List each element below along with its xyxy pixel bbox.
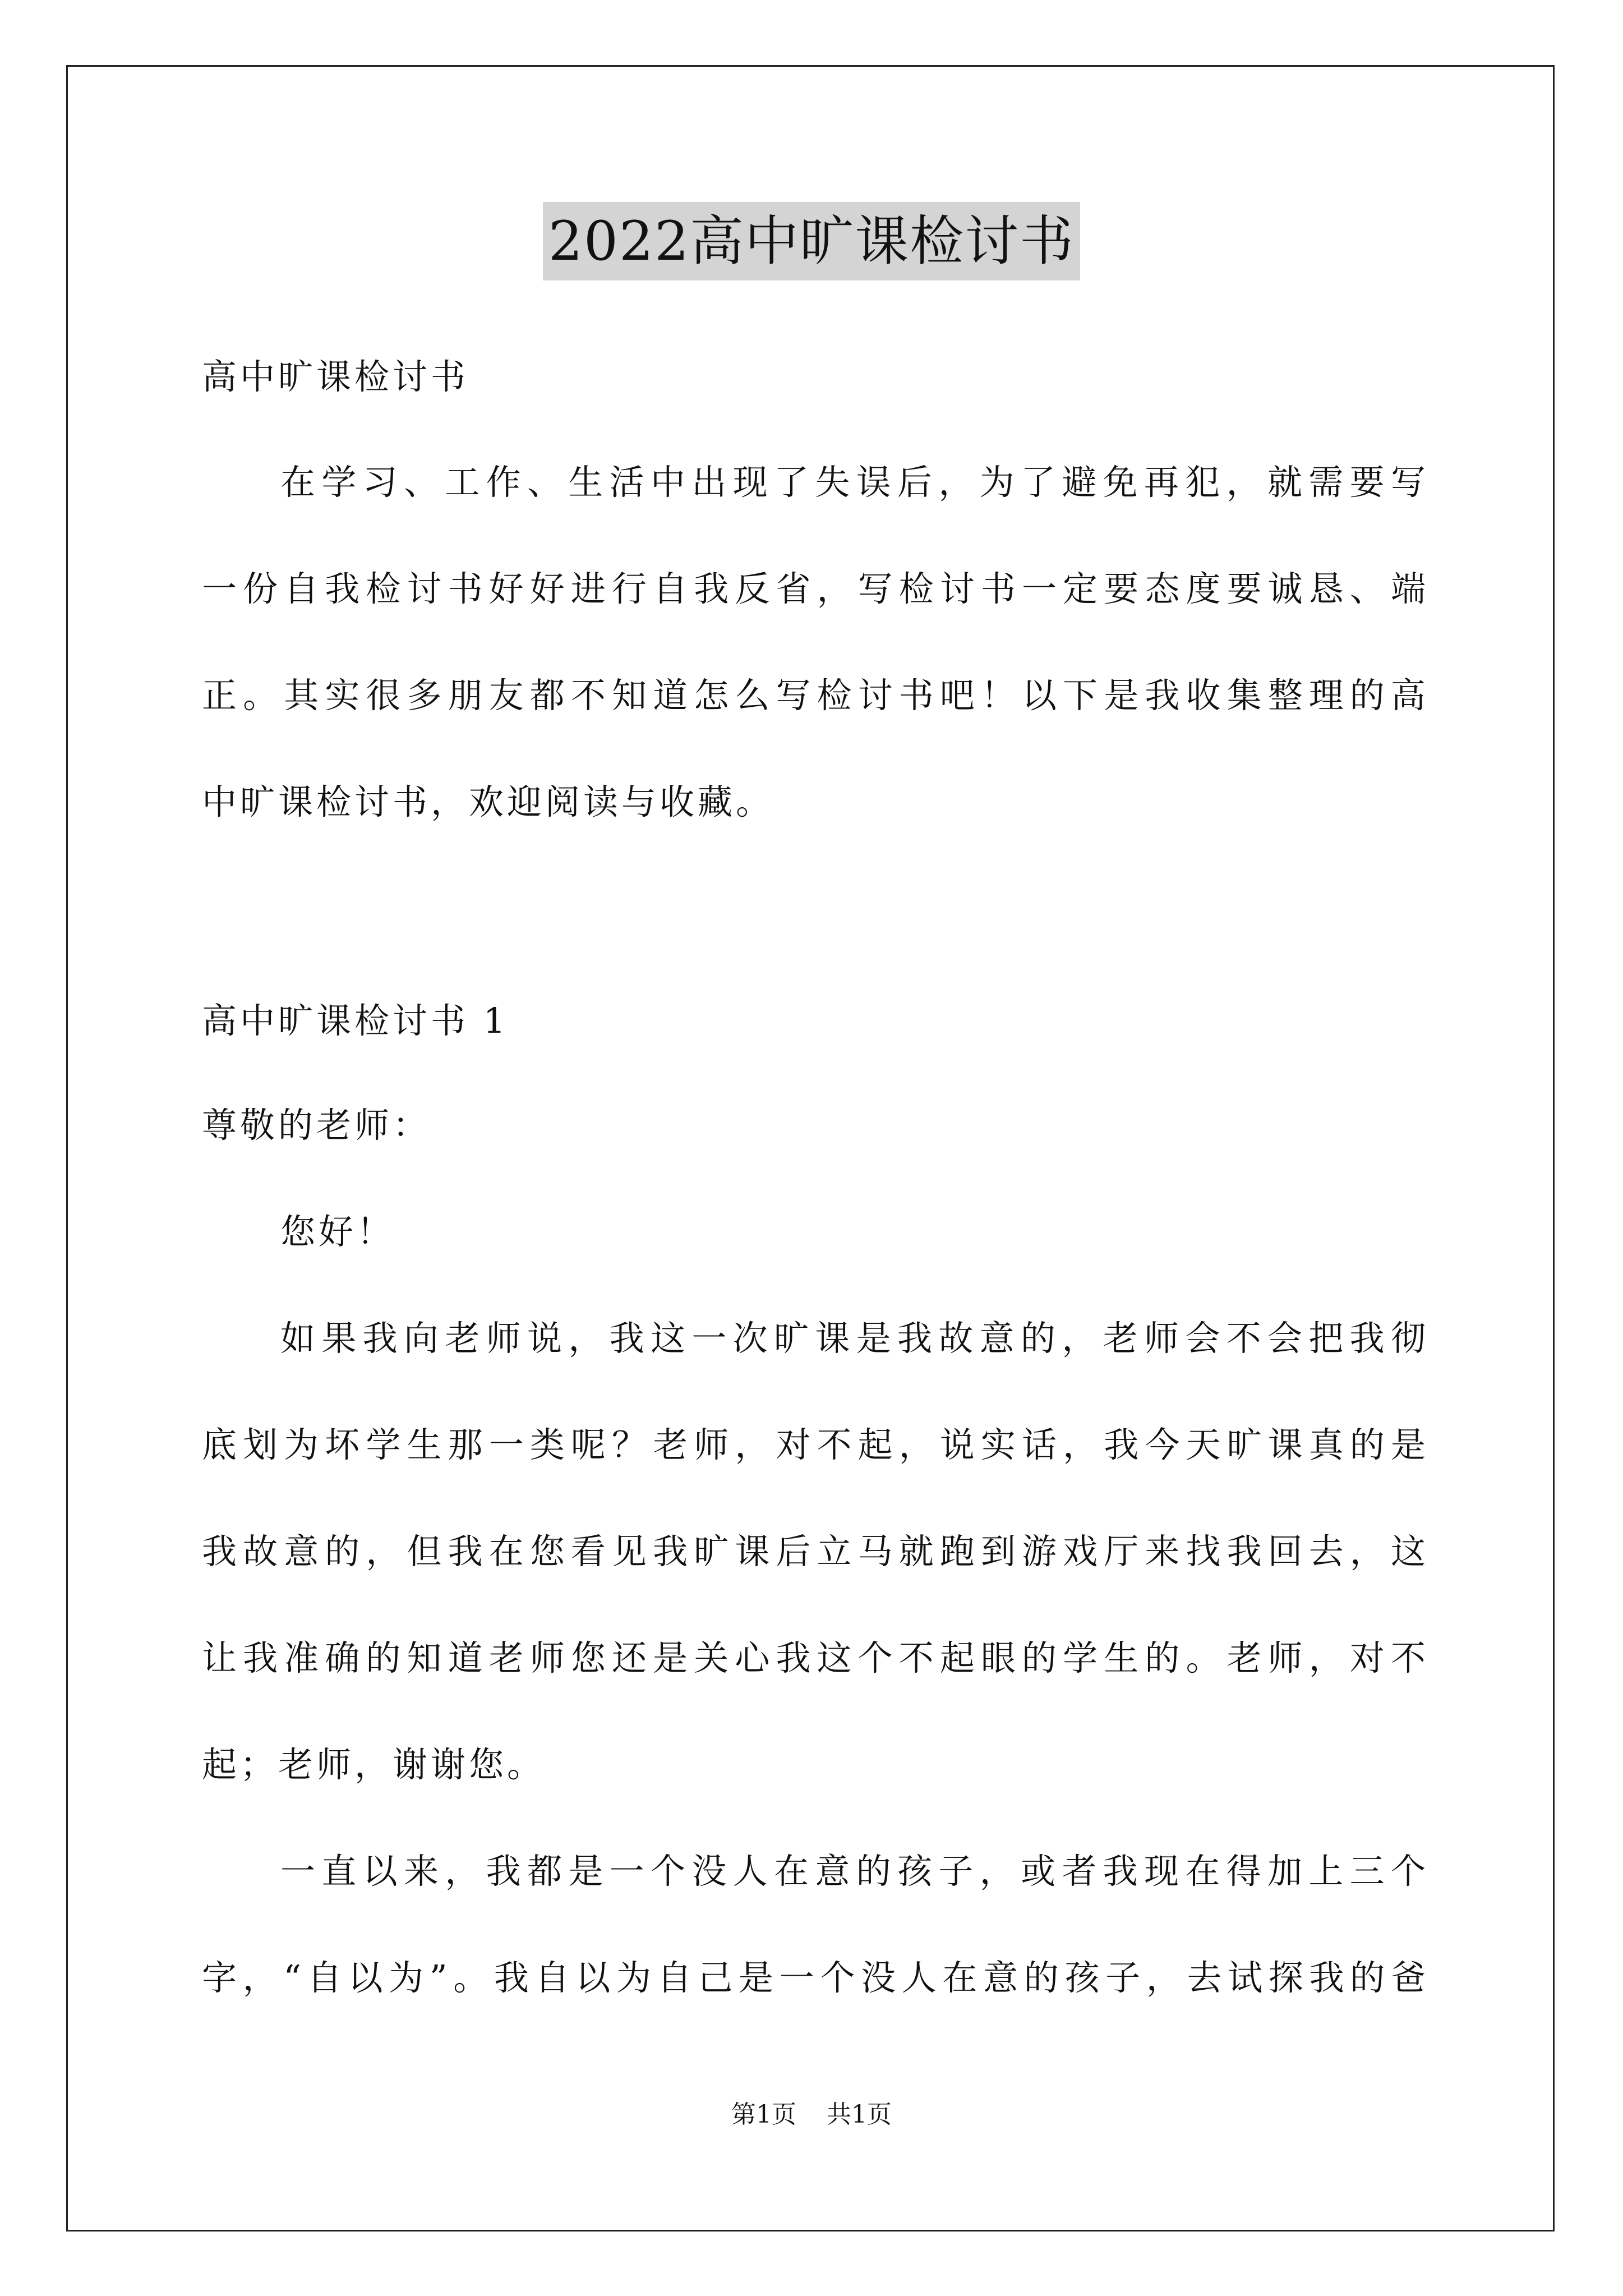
- paragraph-line: 如果我向老师说，我这一次旷课是我故意的，老师会不会把我彻: [280, 1318, 1429, 1359]
- paragraph-line: 字，“自以为”。我自以为自己是一个没人在意的孩子，去试探我的爸: [202, 1957, 1429, 1998]
- page-footer: [0, 2098, 1623, 2132]
- intro-line: 一份自我检讨书好好进行自我反省，写检讨书一定要态度要诚恳、端: [202, 568, 1429, 609]
- greeting: 您好！: [280, 1211, 395, 1252]
- subtitle: 高中旷课检讨书: [202, 356, 469, 397]
- paragraph-line: 一直以来，我都是一个没人在意的孩子，或者我现在得加上三个: [280, 1851, 1429, 1892]
- page-number-total: 共1页: [827, 2100, 892, 2129]
- document-title: 2022高中旷课检讨书: [543, 202, 1080, 280]
- paragraph-line: 起；老师，谢谢您。: [202, 1744, 546, 1785]
- paragraph-line: 让我准确的知道老师您还是关心我这个不起眼的学生的。老师，对不: [202, 1637, 1429, 1678]
- intro-line: 正。其实很多朋友都不知道怎么写检讨书吧！以下是我收集整理的高: [202, 675, 1429, 716]
- intro-line: 在学习、工作、生活中出现了失误后，为了避免再犯，就需要写: [280, 462, 1429, 503]
- section-heading: 高中旷课检讨书 1: [202, 1000, 509, 1041]
- salutation: 尊敬的老师：: [202, 1105, 431, 1145]
- paragraph-line: 底划为坏学生那一类呢？老师，对不起，说实话，我今天旷课真的是: [202, 1424, 1429, 1465]
- page-number-current: 第1页: [731, 2100, 796, 2129]
- intro-line: 中旷课检讨书，欢迎阅读与收藏。: [202, 781, 774, 822]
- title-container: [0, 202, 1623, 280]
- paragraph-line: 我故意的，但我在您看见我旷课后立马就跑到游戏厅来找我回去，这: [202, 1531, 1429, 1572]
